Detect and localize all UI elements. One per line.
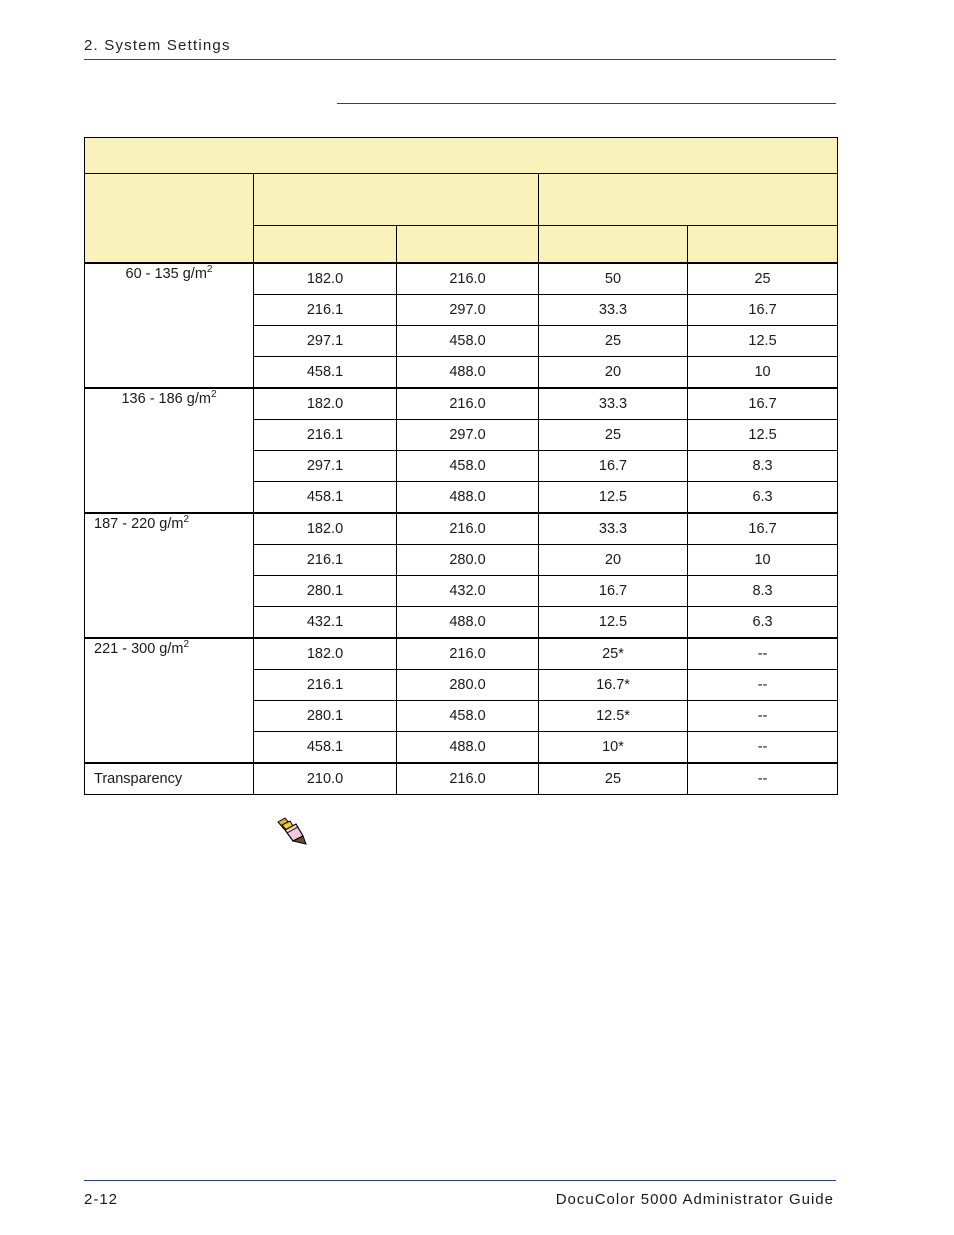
running-header: 2. System Settings <box>84 37 231 54</box>
length-group-header-cell <box>254 174 539 226</box>
length-from-cell: 182.0 <box>254 513 397 545</box>
length-from-cell: 297.1 <box>254 325 397 356</box>
length-from-cell: 182.0 <box>254 263 397 295</box>
media-weight-cell <box>85 638 254 763</box>
unit-superscript: 2 <box>183 513 190 525</box>
length-to-cell: 488.0 <box>397 356 539 388</box>
table-row <box>85 388 838 420</box>
speed-a-cell: 33.3 <box>539 513 688 545</box>
speed-b-cell: -- <box>688 763 838 795</box>
media-weight-cell <box>85 263 254 388</box>
speed-b-cell: 8.3 <box>688 575 838 606</box>
media-weight-label: 60 - 135 g/m <box>125 265 207 282</box>
length-from-cell: 216.1 <box>254 669 397 700</box>
speed-a-cell: 12.5 <box>539 481 688 513</box>
table-body <box>85 263 838 795</box>
length-to-cell: 488.0 <box>397 606 539 638</box>
length-to-cell: 216.0 <box>397 388 539 420</box>
page-number: 2-12 <box>84 1191 119 1208</box>
paper-speed-table <box>84 137 838 795</box>
footer-doc-title: DocuColor 5000 Administrator Guide <box>555 1191 834 1208</box>
length-to-cell: 216.0 <box>397 513 539 545</box>
speed-a-cell: 25* <box>539 638 688 670</box>
note-pencil-icon <box>276 816 308 846</box>
length-from-cell: 297.1 <box>254 450 397 481</box>
length-from-cell: 216.1 <box>254 544 397 575</box>
length-to-cell: 280.0 <box>397 544 539 575</box>
speed-b-cell: 10 <box>688 544 838 575</box>
length-to-cell: 216.0 <box>397 638 539 670</box>
speed-b-cell: 10 <box>688 356 838 388</box>
length-from-cell: 210.0 <box>254 763 397 795</box>
table-row <box>85 263 838 295</box>
speed-b-cell: 25 <box>688 263 838 295</box>
length-from-cell: 280.1 <box>254 700 397 731</box>
length-from-cell: 216.1 <box>254 419 397 450</box>
length-to-cell: 488.0 <box>397 481 539 513</box>
speed-b-cell: 6.3 <box>688 481 838 513</box>
speed-b-cell: 12.5 <box>688 419 838 450</box>
length-to-cell: 216.0 <box>397 763 539 795</box>
length-from-cell: 458.1 <box>254 481 397 513</box>
from-header-cell <box>254 226 397 263</box>
media-weight-cell <box>85 513 254 638</box>
speed-a-cell: 33.3 <box>539 388 688 420</box>
speed-b-cell: -- <box>688 638 838 670</box>
speed-a-cell: 20 <box>539 356 688 388</box>
speed-a-cell: 20 <box>539 544 688 575</box>
length-from-cell: 216.1 <box>254 294 397 325</box>
length-from-cell: 182.0 <box>254 388 397 420</box>
section-rule <box>337 103 836 104</box>
speed-b-cell: 6.3 <box>688 606 838 638</box>
length-to-cell: 458.0 <box>397 700 539 731</box>
unit-superscript: 2 <box>183 638 190 650</box>
length-to-cell: 458.0 <box>397 325 539 356</box>
speed-a-cell: 12.5 <box>539 606 688 638</box>
speed-a-cell: 50 <box>539 263 688 295</box>
length-from-cell: 280.1 <box>254 575 397 606</box>
length-to-cell: 297.0 <box>397 419 539 450</box>
length-to-cell: 280.0 <box>397 669 539 700</box>
header-rule <box>84 59 836 60</box>
speed-b-cell: -- <box>688 731 838 763</box>
speed-a-cell: 25 <box>539 763 688 795</box>
media-weight-label: 136 - 186 g/m <box>121 390 211 407</box>
length-to-cell: 458.0 <box>397 450 539 481</box>
media-weight-cell <box>85 388 254 513</box>
length-to-cell: 488.0 <box>397 731 539 763</box>
speed-b-header-cell <box>688 226 838 263</box>
table-row <box>85 763 838 795</box>
table-row <box>85 513 838 545</box>
speed-group-header-cell <box>539 174 838 226</box>
speed-b-cell: 12.5 <box>688 325 838 356</box>
speed-b-cell: 16.7 <box>688 294 838 325</box>
table-row <box>85 638 838 670</box>
speed-b-cell: -- <box>688 669 838 700</box>
speed-b-cell: 16.7 <box>688 513 838 545</box>
length-from-cell: 458.1 <box>254 356 397 388</box>
length-to-cell: 297.0 <box>397 294 539 325</box>
speed-a-cell: 33.3 <box>539 294 688 325</box>
speed-a-header-cell <box>539 226 688 263</box>
speed-a-cell: 16.7* <box>539 669 688 700</box>
media-weight-cell <box>85 763 254 795</box>
media-weight-label: 221 - 300 g/m <box>94 640 184 657</box>
media-weight-label: Transparency <box>94 770 183 787</box>
to-header-cell <box>397 226 539 263</box>
length-from-cell: 432.1 <box>254 606 397 638</box>
length-to-cell: 216.0 <box>397 263 539 295</box>
unit-superscript: 2 <box>210 388 217 400</box>
speed-b-cell: 16.7 <box>688 388 838 420</box>
speed-b-cell: -- <box>688 700 838 731</box>
speed-b-cell: 8.3 <box>688 450 838 481</box>
footer-rule <box>84 1180 836 1181</box>
speed-a-cell: 16.7 <box>539 575 688 606</box>
media-weight-label: 187 - 220 g/m <box>94 515 184 532</box>
speed-a-cell: 10* <box>539 731 688 763</box>
unit-superscript: 2 <box>206 263 213 275</box>
speed-a-cell: 12.5* <box>539 700 688 731</box>
speed-a-cell: 25 <box>539 325 688 356</box>
table-title-cell <box>85 138 838 174</box>
length-from-cell: 458.1 <box>254 731 397 763</box>
length-to-cell: 432.0 <box>397 575 539 606</box>
speed-a-cell: 25 <box>539 419 688 450</box>
speed-a-cell: 16.7 <box>539 450 688 481</box>
media-header-cell <box>85 174 254 263</box>
length-from-cell: 182.0 <box>254 638 397 670</box>
